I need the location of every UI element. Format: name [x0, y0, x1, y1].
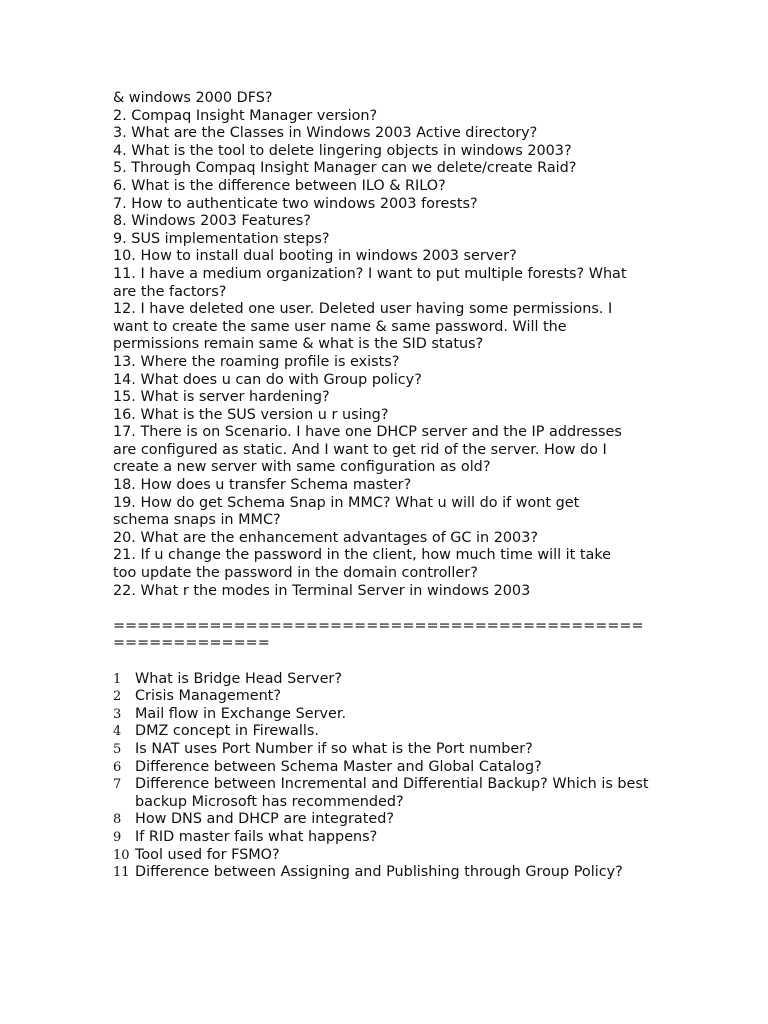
question-line: 18. How does u transfer Schema master?: [113, 477, 412, 494]
list-item: [113, 829, 653, 847]
question-line: 8. Windows 2003 Features?: [113, 213, 311, 230]
list-item-text: How DNS and DHCP are integrated?: [135, 811, 394, 828]
list-number: 9: [113, 829, 122, 845]
separator-line: =========================================================: [113, 617, 644, 652]
question-line: 5. Through Compaq Insight Manager can we delete/create Raid?: [113, 160, 577, 177]
list-number: 1: [113, 671, 122, 687]
question-line: 22. What r the modes in Terminal Server in windows 2003: [113, 582, 531, 599]
list-item-text: Crisis Management?: [135, 688, 281, 705]
list-item: [113, 688, 653, 706]
question-line: 9. SUS implementation steps?: [113, 230, 330, 247]
question-line: schema snaps in MMC?: [113, 512, 281, 529]
question-line: 21. If u change the password in the client, how much time will it take: [113, 547, 612, 564]
question-line: 6. What is the difference between ILO & RILO?: [113, 177, 446, 194]
list-number: 11: [113, 865, 130, 881]
list-item-text: Is NAT uses Port Number if so what is the Port number?: [135, 740, 533, 757]
questions-part2: [113, 671, 653, 882]
question-line: too update the password in the domain controller?: [113, 565, 478, 582]
list-number: 3: [113, 706, 122, 722]
list-number: 2: [113, 689, 122, 705]
question-line: 19. How do get Schema Snap in MMC? What u will do if wont get: [113, 494, 580, 511]
question-line: want to create the same user name & same password. Will the: [113, 318, 567, 335]
list-item: [113, 723, 653, 741]
question-line: 12. I have deleted one user. Deleted user having some permissions. I: [113, 301, 613, 318]
question-line: 11. I have a medium organization? I want to put multiple forests? What: [113, 265, 627, 282]
question-line: 2. Compaq Insight Manager version?: [113, 107, 378, 124]
list-item-text: Mail flow in Exchange Server.: [135, 705, 347, 722]
question-line: & windows 2000 DFS?: [113, 90, 273, 106]
question-line: 3. What are the Classes in Windows 2003 Active directory?: [113, 125, 538, 142]
list-item-text: Difference between Incremental and Differential Backup? Which is best backup Microsoft has recommended?: [135, 776, 649, 810]
question-line: 10. How to install dual booting in windows 2003 server?: [113, 248, 517, 265]
list-item: [113, 847, 653, 865]
list-item: [113, 776, 653, 811]
questions-part1: [113, 90, 653, 600]
list-item-text: Tool used for FSMO?: [135, 846, 280, 863]
list-number: 7: [113, 777, 122, 793]
list-number: 10: [113, 847, 130, 863]
question-line: 17. There is on Scenario. I have one DHCP server and the IP addresses: [113, 424, 622, 441]
question-line: 16. What is the SUS version u r using?: [113, 406, 389, 423]
list-item: [113, 706, 653, 724]
question-line: permissions remain same & what is the SID status?: [113, 336, 484, 353]
question-line: are the factors?: [113, 283, 227, 300]
question-line: are configured as static. And I want to get rid of the server. How do I: [113, 441, 607, 458]
question-line: 13. Where the roaming profile is exists?: [113, 353, 400, 370]
question-line: 14. What does u can do with Group policy?: [113, 371, 422, 388]
list-item: [113, 864, 653, 882]
list-item-text: If RID master fails what happens?: [135, 828, 378, 845]
question-line: 7. How to authenticate two windows 2003 forests?: [113, 195, 478, 212]
document-page: [113, 90, 653, 898]
list-number: 6: [113, 759, 122, 775]
list-item: [113, 759, 653, 777]
question-line: 4. What is the tool to delete lingering objects in windows 2003?: [113, 142, 572, 159]
list-number: 8: [113, 812, 122, 828]
list-item-text: Difference between Assigning and Publishing through Group Policy?: [135, 864, 623, 881]
question-line: 20. What are the enhancement advantages of GC in 2003?: [113, 529, 538, 546]
list-item-text: What is Bridge Head Server?: [135, 670, 342, 687]
question-line: create a new server with same configuration as old?: [113, 459, 491, 476]
list-item: [113, 741, 653, 759]
list-item-text: Difference between Schema Master and Global Catalog?: [135, 758, 542, 775]
question-line: 15. What is server hardening?: [113, 389, 330, 406]
list-number: 4: [113, 724, 122, 740]
list-item: [113, 811, 653, 829]
list-number: 5: [113, 741, 122, 757]
list-item-text: DMZ concept in Firewalls.: [135, 723, 319, 740]
list-item: [113, 671, 653, 689]
